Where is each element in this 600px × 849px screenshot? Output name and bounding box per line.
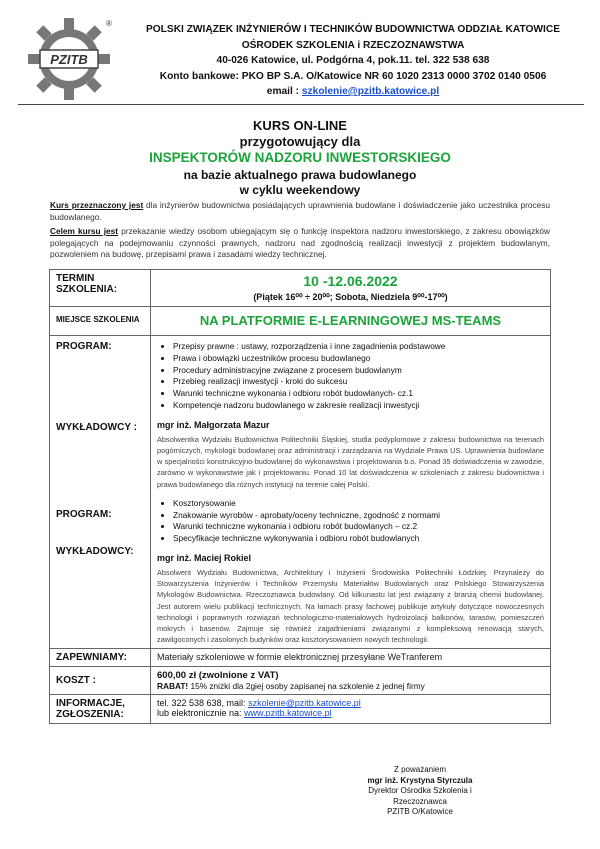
program2-item: • Warunki techniczne wykonania i odbioru robót budowlanych – cz.2 [173, 521, 544, 533]
intro-goal [50, 226, 550, 261]
miejsce-cell [151, 307, 551, 336]
program1-item: • Przebieg realizacji inwestycji - kroki do sukcesu [173, 376, 544, 388]
miejsce-label: MIEJSCE SZKOLENIA [50, 307, 151, 336]
informacje-label: INFORMACJE, ZGŁOSZENIA: [50, 695, 151, 724]
org-email-link[interactable]: szkolenie@pzitb.katowice.pl [301, 86, 440, 97]
rabat-value: 15% zniżki dla 2giej osoby zapisanej na szkolenie z jednej firmy [188, 681, 425, 692]
row-program [50, 336, 551, 649]
course-details-table [49, 269, 551, 724]
audience-text: dla inżynierów budownictwa posiadających uprawnienia budowlane i doświadczenie jako uczestnika procesu budowlanego. [50, 200, 550, 222]
program1-item: • Procedury administracyjne związane z procesem budowlanym [173, 365, 544, 377]
info-online-label: lub elektronicznie na: [157, 708, 245, 719]
row-koszt [50, 667, 551, 695]
signature-greeting: Z poważaniem [393, 765, 447, 774]
termin-label: TERMIN SZKOLENIA: [50, 270, 151, 307]
program-label-2: PROGRAM: [56, 509, 112, 520]
wykladowcy-label-2: WYKŁADOWCY: [56, 546, 134, 557]
program-label-1: PROGRAM: [56, 341, 112, 352]
org-department: OŚRODEK SZKOLENIA i RZECZOZNAWSTWA [241, 39, 465, 51]
signature-block [345, 765, 495, 818]
termin-date: 10 -12.06.2022 [303, 273, 398, 289]
course-cycle: w cyklu weekendowy [239, 183, 361, 197]
org-bank-account: Konto bankowe: PKO BP S.A. O/Katowice NR 60 1020 2313 0000 3702 0140 0506 [159, 70, 547, 82]
termin-hours: (Piątek 16⁰⁰ ÷ 20⁰⁰; Sobota, Niedziela 9⁰⁰-17⁰⁰) [253, 292, 448, 302]
wykladowcy-label-1: WYKŁADOWCY : [56, 422, 137, 433]
logo-text: PZITB [50, 52, 88, 67]
program1-item: • Przepisy prawne : ustawy, rozporządzenia i inne zagadnienia podstawowe [173, 341, 544, 353]
row-termin [50, 270, 551, 307]
organization-header [118, 22, 588, 100]
row-miejsce [50, 307, 551, 336]
program1-item: • Kompetencje nadzoru budowlanego w zakresie realizacji inwestycji [173, 400, 544, 412]
course-target: INSPEKTORÓW NADZORU INWESTORSKIEGO [149, 150, 451, 165]
program-list-1 [157, 341, 544, 412]
org-address: 40-026 Katowice, ul. Podgórna 4, pok.11. tel. 322 538 638 [216, 55, 490, 66]
course-title: KURS ON-LINE [253, 118, 347, 133]
signature-role: Dyrektor Ośrodka Szkolenia i Rzeczoznawca [368, 786, 472, 806]
program-list-2 [157, 498, 544, 545]
row-zapewniamy [50, 649, 551, 667]
koszt-cell [151, 667, 551, 695]
miejsce-value: NA PLATFORMIE E-LEARNINGOWEJ MS-TEAMS [199, 313, 502, 328]
info-email-link[interactable]: szkolenie@pzitb.katowice.pl [248, 698, 361, 709]
svg-text:®: ® [106, 19, 112, 28]
zapewniamy-label: ZAPEWNIAMY: [50, 649, 151, 667]
info-website-link[interactable]: www.pzitb.katowice.pl [244, 708, 332, 719]
program2-item: • Specyfikacje techniczne wykonywania i odbioru robót budowlanych [173, 533, 544, 545]
audience-lead: Kurs przeznaczony jest [50, 200, 144, 210]
goal-text: przekazanie wiedzy osobom ubiegającym się o funkcję inspektora nadzoru inwestorskiego, z zakresu obowiązków polegających na podejmowaniu czynności prawnych, nadzoru nad zgodnością realizacji inwestycji z projektem budowlanym, pozwoleniem na budowę, przepisami prawa i zasadami wiedzy technicznej. [50, 226, 550, 259]
lecturer-1-bio: Absolwentka Wydziału Budownictwa Politechniki Śląskiej, studia podyplomowe z zakresu budownictwa na terenach pogórniczych, mykologii budowlanej oraz administracji i zarządzania na Wydziale Prawa US. Uprawnienia budowlane w specjalności konstrukcyjno-budowlanej do wykonawstwa i projektowania b.o. Ponad 35 doświadczenia w zawodzie, zarówno w wykonawstwie jak i projektowaniu. Ponad 10 lat doświadczenia w szkoleniach z zakresu budownictwa i prawa budowlanego dla różnych instytucji na terenie całej Polski. [157, 434, 544, 489]
informacje-cell [151, 695, 551, 724]
org-name: POLSKI ZWIĄZEK INŻYNIERÓW I TECHNIKÓW BUDOWNICTWA ODDZIAŁ KATOWICE [145, 24, 561, 35]
org-email-line [118, 84, 588, 100]
course-subtitle: przygotowujący dla [239, 134, 361, 149]
email-label: email : [266, 86, 302, 97]
signature-name: mgr inż. Krystyna Styrczula [367, 775, 473, 785]
rabat-label: RABAT! [157, 681, 189, 692]
row-informacje [50, 695, 551, 724]
lecturer-1-name: mgr inż. Małgorzata Mazur [157, 419, 270, 430]
signature-org: PZITB O/Katowice [387, 807, 453, 816]
program-content [151, 336, 551, 649]
zapewniamy-value: Materiały szkoleniowe w formie elektronicznej przesyłane WeTranferem [151, 649, 551, 667]
lecturer-2-name: mgr inż. Maciej Rokiel [157, 552, 252, 563]
goal-lead: Celem kursu jest [50, 226, 119, 236]
lecturer-2-bio: Absolwent Wydziału Budownictwa, Architektury i Inżynierii Środowiska Politechniki Łódzkiej. Przynależy do Stowarzyszenia Inżynierów i Techników Przemysłu Materiałów Budowlanych oraz Polskiego Stowarzyszenia Mykologów Budownictwa. Rzeczoznawca budowlany. Od kilkunastu lat jest związany z branżą chemii budowlanej. Jest autorem wielu publikacji technicznych. Na łamach prasy fachowej publikuje artykuły dotyczące nowoczesnych technologii i poprawnych rozwiązań technologiczno-materiałowych hydroizolacji balkonów, tarasów, pomieszczeń mokrych i basenów. Zajmuje się również zagadnieniami związanymi z kompleksową renowacją starych, zawilgoconych i zasolonych budynków oraz kosztorysowaniem nowych technologii. [157, 567, 544, 645]
intro-audience [50, 200, 550, 223]
course-basis: na bazie aktualnego prawa budowlanego [183, 168, 417, 182]
program-labels [50, 336, 151, 649]
program1-item: • Warunki techniczne wykonania i odbioru robót budowlanych- cz.1 [173, 388, 544, 400]
program1-item: • Prawa i obowiązki uczestników procesu budowlanego [173, 353, 544, 365]
termin-cell [151, 270, 551, 307]
header-divider [18, 104, 584, 105]
program2-item: • Kosztorysowanie [173, 498, 544, 510]
info-phone: tel. 322 538 638, mail: [157, 698, 249, 709]
koszt-value: 600,00 zł (zwolnione z VAT) [157, 670, 279, 682]
koszt-label: KOSZT : [50, 667, 151, 695]
program2-item: • Znakowanie wyrobów - aprobaty/oceny techniczne, zgodność z normami [173, 510, 544, 522]
pzitb-logo [26, 16, 112, 102]
